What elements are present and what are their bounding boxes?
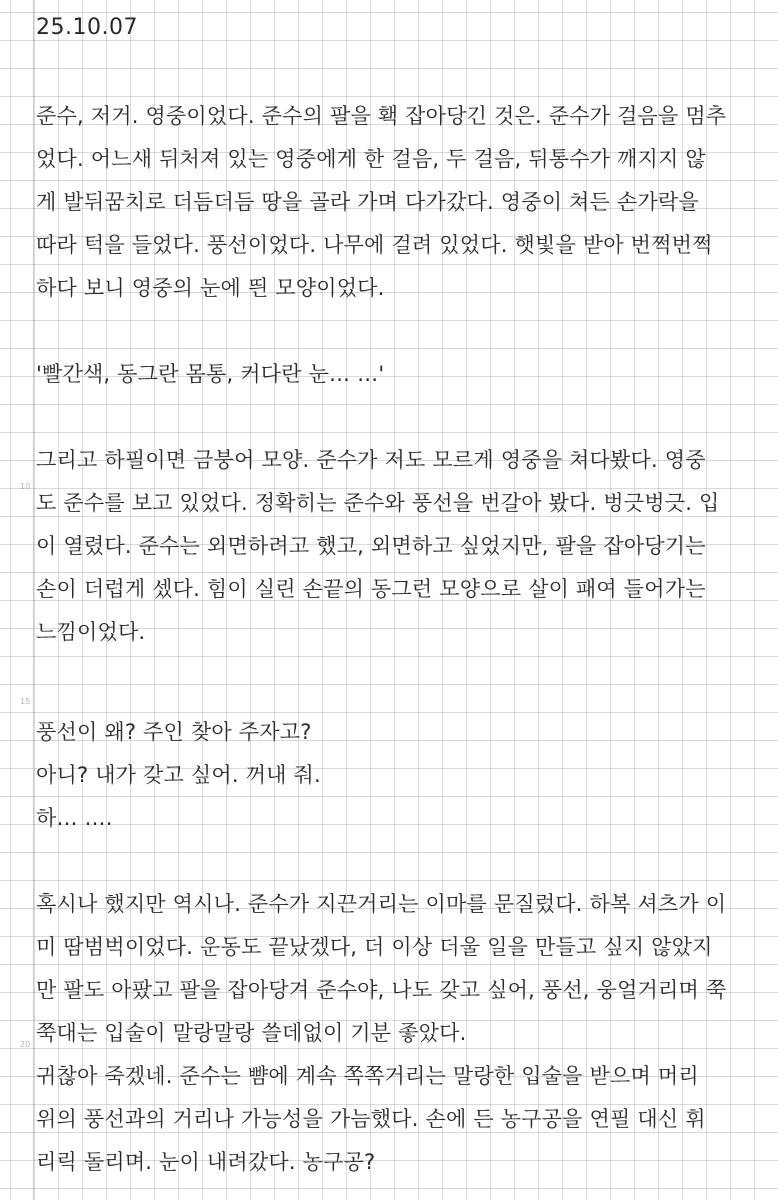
- dialogue-line: 풍선이 왜? 주인 찾아 주자고?: [36, 720, 312, 744]
- text-line: 그리고 하필이면 금붕어 모양. 준수가 저도 모르게 영중을 쳐다봤다. 영중: [36, 448, 706, 472]
- text-line: 게 발뒤꿈치로 더듬더듬 땅을 골라 가며 다가갔다. 영중이 쳐든 손가락을: [36, 190, 699, 214]
- text-line: 귀찮아 죽겠네. 준수는 뺨에 계속 쪽쪽거리는 말랑한 입술을 받으며 머리: [36, 1064, 699, 1088]
- margin-line-number: 20: [20, 1040, 31, 1049]
- text-line: 준수, 저거. 영중이었다. 준수의 팔을 홱 잡아당긴 것은. 준수가 걸음을 멈추: [36, 104, 727, 128]
- text-line: 혹시나 했지만 역시나. 준수가 지끈거리는 이마를 문질렀다. 하복 셔츠가 이: [36, 892, 727, 916]
- text-line: 도 준수를 보고 있었다. 정확히는 준수와 풍선을 번갈아 봤다. 벙긋벙긋. 입: [36, 491, 720, 515]
- margin-line-number: 10: [20, 482, 31, 491]
- dialogue-line: 하… ….: [36, 806, 113, 830]
- text-line: 따라 턱을 들었다. 풍선이었다. 나무에 걸려 있었다. 햇빛을 받아 번쩍번쩍: [36, 233, 713, 257]
- text-line: 쭉대는 입술이 말랑말랑 쓸데없이 기분 좋았다.: [36, 1021, 467, 1045]
- dialogue-line: 아니? 내가 갖고 싶어. 꺼내 줘.: [36, 763, 321, 787]
- text-line: 만 팔도 아팠고 팔을 잡아당겨 준수야, 나도 갖고 싶어, 풍선, 웅얼거리며 쭉: [36, 978, 727, 1002]
- note-date: 25.10.07: [36, 15, 138, 40]
- text-line: 었다. 어느새 뒤처져 있는 영중에게 한 걸음, 두 걸음, 뒤통수가 깨지지 않: [36, 147, 706, 171]
- text-line: 하다 보니 영중의 눈에 띈 모양이었다.: [36, 276, 385, 300]
- text-line: 리릭 돌리며. 눈이 내려갔다. 농구공?: [36, 1150, 376, 1174]
- left-margin-line: [33, 0, 34, 1200]
- text-line: '빨간색, 동그란 몸통, 커다란 눈… …': [36, 362, 385, 386]
- margin-line-number: 15: [20, 697, 31, 706]
- text-line: 손이 더럽게 셌다. 힘이 실린 손끝의 동그런 모양으로 살이 패여 들어가는: [36, 577, 706, 601]
- text-line: 이 열렸다. 준수는 외면하려고 했고, 외면하고 싶었지만, 팔을 잡아당기는: [36, 534, 706, 558]
- text-line: 미 땀범벅이었다. 운동도 끝났겠다, 더 이상 더울 일을 만들고 싶지 않았지: [36, 935, 713, 959]
- text-line: 위의 풍선과의 거리나 가능성을 가늠했다. 손에 든 농구공을 연필 대신 휘: [36, 1107, 706, 1131]
- text-line: 느낌이었다.: [36, 620, 146, 644]
